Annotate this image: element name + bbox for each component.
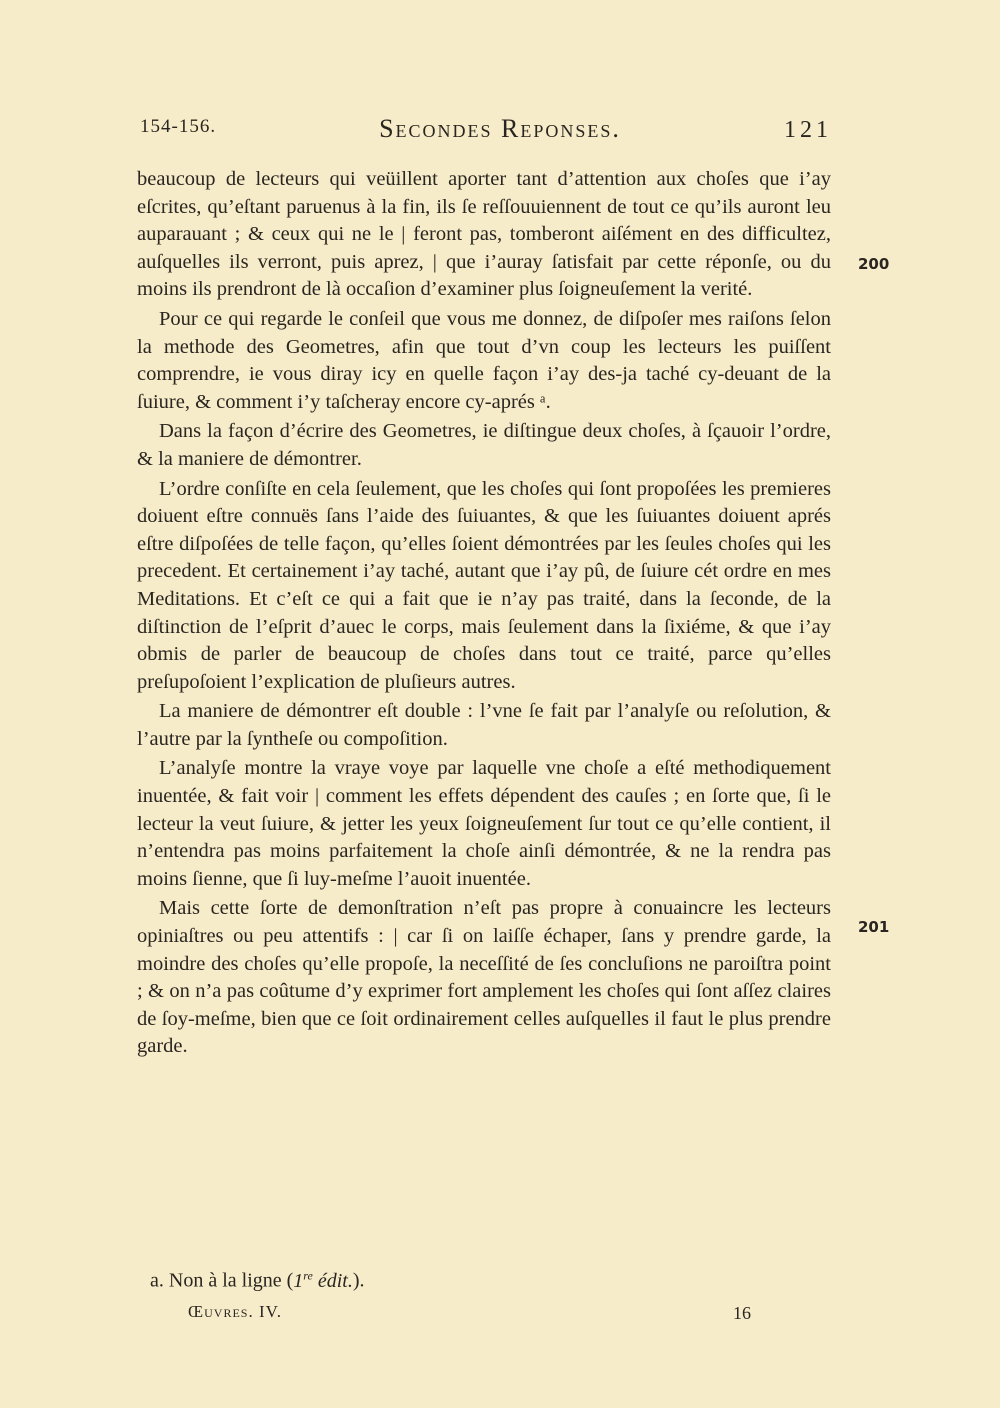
paragraph-4: L’ordre conſiſte en cela ſeulement, que les choſes qui ſont propoſées les premieres doiuent eſtre connuës ſans l’aide des ſuiuantes, & que les ſuiuantes doiuent aprés eſtre diſpoſées de telle façon, qu’elles ſoient démontrées par les ſeules choſes qui les precedent. Et certainement i’ay taché, autant que i’ay pû, de ſuiure cét ordre en mes Meditations. Et c’eſt ce qui a fait que ie n’ay pas traité, dans la ſeconde, de la diſtinction de l’eſprit d’auec le corps, mais ſeulement dans la ſixiéme, & que i’ay obmis de parler de beaucoup de choſes dans tout ce traité, parce qu’elles preſupoſoient l’explication de pluſieurs autres. — [137, 477, 831, 693]
footnote-edition-word: édit. — [312, 1269, 353, 1292]
signature-number: 16 — [733, 1303, 751, 1323]
footnote-edition-sup: re — [303, 1268, 313, 1282]
footnote-marker: a. — [150, 1269, 164, 1292]
footnote — [150, 1268, 365, 1293]
body-text — [137, 166, 831, 1063]
margin-number-201: 201 — [858, 918, 890, 936]
footnote-text: Non à la ligne ( — [168, 1269, 294, 1292]
paragraph-1: beaucoup de lecteurs qui veüillent aporter tant d’attention aux choſes que i’ay eſcrites, qu’eſtant paruenus à la fin, ils ſe reſſouuiennent de tout ce qu’ils auront leu auparauant ; & ceux qui ne le | feront pas, tomberont aiſément en des difficultez, auſquelles ils verront, puis aprez, | que i’auray ſatisfait par cette réponſe, ou du moins ils prendront de là occaſion d’examiner plus ſoigneuſement la verité. — [137, 168, 831, 301]
signature-mark: Œuvres. IV. — [188, 1302, 282, 1321]
footnote-close: ). — [352, 1269, 365, 1292]
paragraph-7: Mais cette ſorte de demonſtration n’eſt pas propre à conuaincre les lecteurs opiniaſtres ou peu attentifs : | car ſi on laiſſe échaper, ſans y prendre garde, la moindre des choſes qu’elle propoſe, la neceſſité de ſes concluſions ne paroiſtra point ; & on n’a pas coûtume d’y exprimer fort amplement les choſes qui ſont aſſez claires de ſoy-meſme, bien que ce ſoit ordinairement celles auſquelles il faut le plus prendre garde. — [137, 897, 831, 1058]
paragraph-5: La maniere de démontrer eſt double : l’vne ſe fait par l’analyſe ou reſolution, & l’autre par la ſyntheſe ou compoſition. — [137, 700, 831, 750]
page-range: 154-156. — [140, 116, 217, 137]
paragraph-6: L’analyſe montre la vraye voye par laquelle vne choſe a eſté methodiquement inuentée, & fait voir | comment les effets dépendent des cauſes ; en ſorte que, ſi le lecteur la veut ſuiure, & jetter les yeux ſoigneuſement ſur tout ce qu’elle contient, il n’entendra pas moins parfaitement la choſe ainſi démontrée, & ne la rendra pas moins ſienne, que ſi luy-meſme l’auoit inuentée. — [137, 757, 831, 890]
paragraph-2: Pour ce qui regarde le conſeil que vous me donnez, de diſpoſer mes raiſons ſelon la methode des Geometres, afin que tout d’vn coup les lecteurs les puiſſent comprendre, ie vous diray icy en quelle façon i’ay des-ja taché cy-deuant de la ſuiure, & comment i’y taſcheray encore cy-aprés ᵃ. — [137, 307, 831, 413]
footnote-edition-num: 1 — [293, 1269, 304, 1292]
running-title: Secondes Reponses. — [379, 114, 621, 143]
margin-number-200: 200 — [858, 255, 890, 273]
page-number: 121 — [784, 117, 832, 143]
paragraph-3: Dans la façon d’écrire des Geometres, ie diſtingue deux choſes, à ſçauoir l’ordre, & la maniere de démontrer. — [137, 420, 831, 470]
